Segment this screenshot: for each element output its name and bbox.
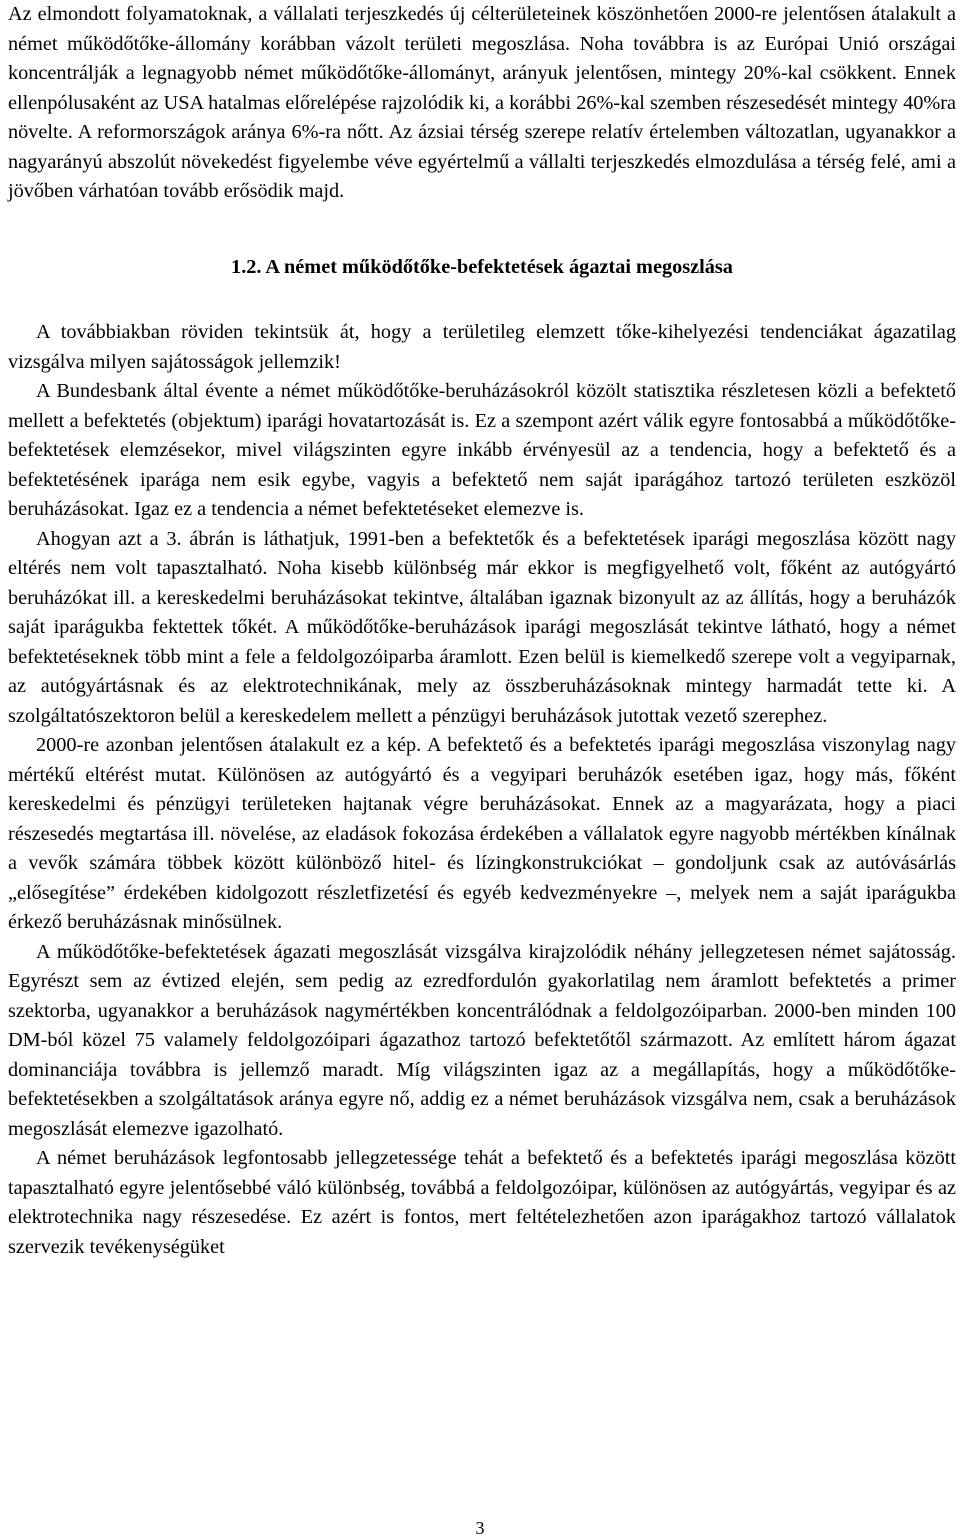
- body-paragraph: A továbbiakban röviden tekintsük át, hogy a területileg elemzett tőke-kihelyezési tendenciákat ágazatilag vizsgálva milyen sajátosságok jellemzik!: [8, 321, 956, 373]
- body-paragraph: A működőtőke-befektetések ágazati megoszlását vizsgálva kirajzolódik néhány jellegzetesen német sajátosság. Egyrészt sem az évtized elején, sem pedig az ezredfordulón gyakorlatilag nem áramlott befektetés a primer szektorba, ugyanakkor a beruházások nagymértékben koncentrálódnak a feldolgozóiparban. 2000-ben minden 100 DM-ból közel 75 valamely feldolgozóipari ágazathoz tartozó befektetőtől származott. Az említett három ágazat dominanciája továbbra is jellemző maradt. Míg világszinten igaz az a megállapítás, hogy a működőtőke-befektetésekben a szolgáltatások aránya egyre nő, addig ez a német beruházások vizsgálva nem, csak a beruházások megoszlását elemezve igazolható.: [8, 940, 956, 1140]
- body-paragraph: Ahogyan azt a 3. ábrán is láthatjuk, 1991-ben a befektetők és a befektetések iparági megoszlása között nagy eltérés nem volt tapasztalható. Noha kisebb különbség már ekkor is megfigyelhető volt, főként az autógyártó beruházókat ill. a kereskedelmi beruházásokat tekintve, általában igaznak bizonyult az az állítás, hogy a beruházók saját iparágukba fektettek tőkét. A működőtőke-beruházások iparági megoszlását tekintve látható, hogy a német befektetéseknek több mint a fele a feldolgozóiparba áramlott. Ezen belül is kiemelkedő szerepe volt a vegyiparnak, az autógyártásnak és az elektrotechnikának, mely az összberuházásoknak mintegy harmadát tette ki. A szolgáltatószektoron belül a kereskedelem mellett a pénzügyi beruházások jutottak vezető szerephez.: [8, 527, 956, 727]
- section-heading: 1.2. A német működőtőke-befektetések ágaztai megoszlása: [231, 255, 733, 278]
- page-number: 3: [475, 1518, 485, 1538]
- body-paragraph: A német beruházások legfontosabb jellegzetessége tehát a befektető és a befektetés iparági megoszlása között tapasztalható egyre jelentősebbé váló különbség, továbbá a feldolgozóipar, különösen az autógyártás, vegyipar és az elektrotechnika nagy részesedése. Ez azért is fontos, mert feltételezhetően azon iparágakhoz tartozó vállalatok szervezik tevékenységüket: [8, 1147, 956, 1258]
- document-page: [8, 0, 956, 1262]
- body-paragraph: Az elmondott folyamatoknak, a vállalati terjeszkedés új célterületeinek köszönhetően 2000-re jelentősen átalakult a német működőtőke-állomány korábban vázolt területi megoszlása. Noha továbbra is az Európai Unió országai koncentrálják a legnagyobb német működőtőke-állományt, arányuk jelentősen, mintegy 20%-kal csökkent. Ennek ellenpólusaként az USA hatalmas előrelépése rajzolódik ki, a korábbi 26%-kal szemben részesedését mintegy 40%ra növelte. A reformországok aránya 6%-ra nőtt. Az ázsiai térség szerepe relatív értelemben változatlan, ugyanakkor a nagyarányú abszolút növekedést figyelembe véve egyértelmű a vállalti terjeszkedés elmozdulása a térség felé, ami a jövőben várhatóan tovább erősödik majd.: [8, 3, 956, 202]
- body-paragraph: A Bundesbank által évente a német működőtőke-beruházásokról közölt statisztika részletesen közli a befektető mellett a befektetés (objektum) iparági hovatartozását is. Ez a szempont azért válik egyre fontosabbá a működőtőke-befektetések elemzésekor, mivel világszinten egyre inkább érvényesül az a tendencia, hogy a befektető és a befektetésének iparága nem esik egybe, vagyis a befektető nem saját iparágához tartozó területen eszközöl beruházásokat. Igaz ez a tendencia a német befektetéseket elemezve is.: [8, 380, 956, 520]
- body-paragraph: 2000-re azonban jelentősen átalakult ez a kép. A befektető és a befektetés iparági megoszlása viszonylag nagy mértékű eltérést mutat. Különösen az autógyártó és a vegyipari beruházók esetében igaz, hogy más, főként kereskedelmi és pénzügyi területeken hajtanak végre beruházásokat. Ennek az a magyarázata, hogy a piaci részesedés megtartása ill. növelése, az eladások fokozása érdekében a vállalatok egyre nagyobb mértékben kínálnak a vevők számára többek között különböző hitel- és lízingkonstrukciókat – gondoljunk csak az autóvásárlás „elősegítése” érdekében kidolgozott részletfizetésí és egyéb kedvezményekre –, melyek nem a saját iparágukba érkező beruházásnak minősülnek.: [8, 734, 956, 933]
